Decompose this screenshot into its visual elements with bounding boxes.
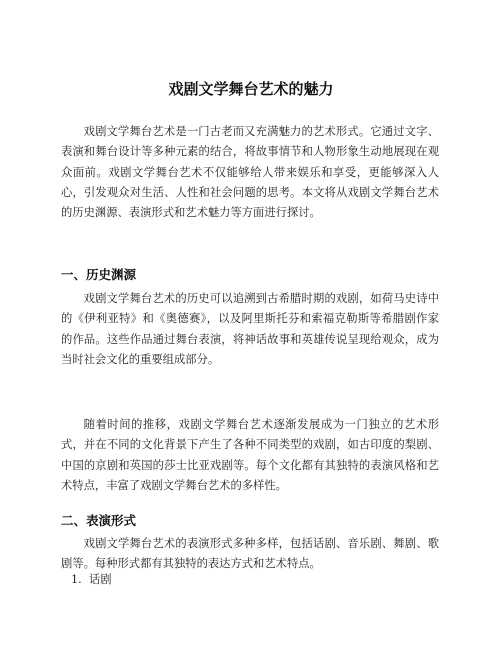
list-item-label: 话剧: [89, 573, 112, 586]
intro-paragraph: 戏剧文学舞台艺术是一门古老而又充满魅力的艺术形式。它通过文字、表演和舞台设计等多种元素的结合，将故事情节和人物形象生动地展现在观众面前。戏剧文学舞台艺术不仅能够给人带来娱乐和享受，更能够深入人心，引发观众对生活、人性和社会问题的思考。本文将从戏剧文学舞台艺术的历史渊源、表演形式和艺术魅力等方面进行探讨。: [61, 125, 439, 220]
list-item: [71, 571, 112, 589]
section-heading-history: 一、历史渊源: [61, 267, 137, 282]
performance-paragraph-1: 戏剧文学舞台艺术的表演形式多种多样，包括话剧、音乐剧、舞剧、歌剧等。每种形式都有其独特的表达方式和艺术特点。: [61, 537, 439, 571]
list-item-number: 1.: [71, 573, 82, 586]
history-paragraph-2: 随着时间的推移，戏剧文学舞台艺术逐渐发展成为一门独立的艺术形式，并在不同的文化背景下产生了各种不同类型的戏剧，如古印度的梨剧、中国的京剧和英国的莎士比亚戏剧等。每个文化都有其独特的表演风格和艺术特点，丰富了戏剧文学舞台艺术的多样性。: [61, 418, 439, 492]
document-title: 戏剧文学舞台艺术的魅力: [168, 80, 334, 98]
section-heading-performance: 二、表演形式: [61, 513, 137, 528]
history-paragraph-1: 戏剧文学舞台艺术的历史可以追溯到古希腊时期的戏剧，如荷马史诗中的《伊利亚特》和《奥德赛》，以及阿里斯托芬和索福克勒斯等希腊剧作家的作品。这些作品通过舞台表演，将神话故事和英雄传说呈现给观众，成为当时社会文化的重要组成部分。: [61, 292, 439, 366]
